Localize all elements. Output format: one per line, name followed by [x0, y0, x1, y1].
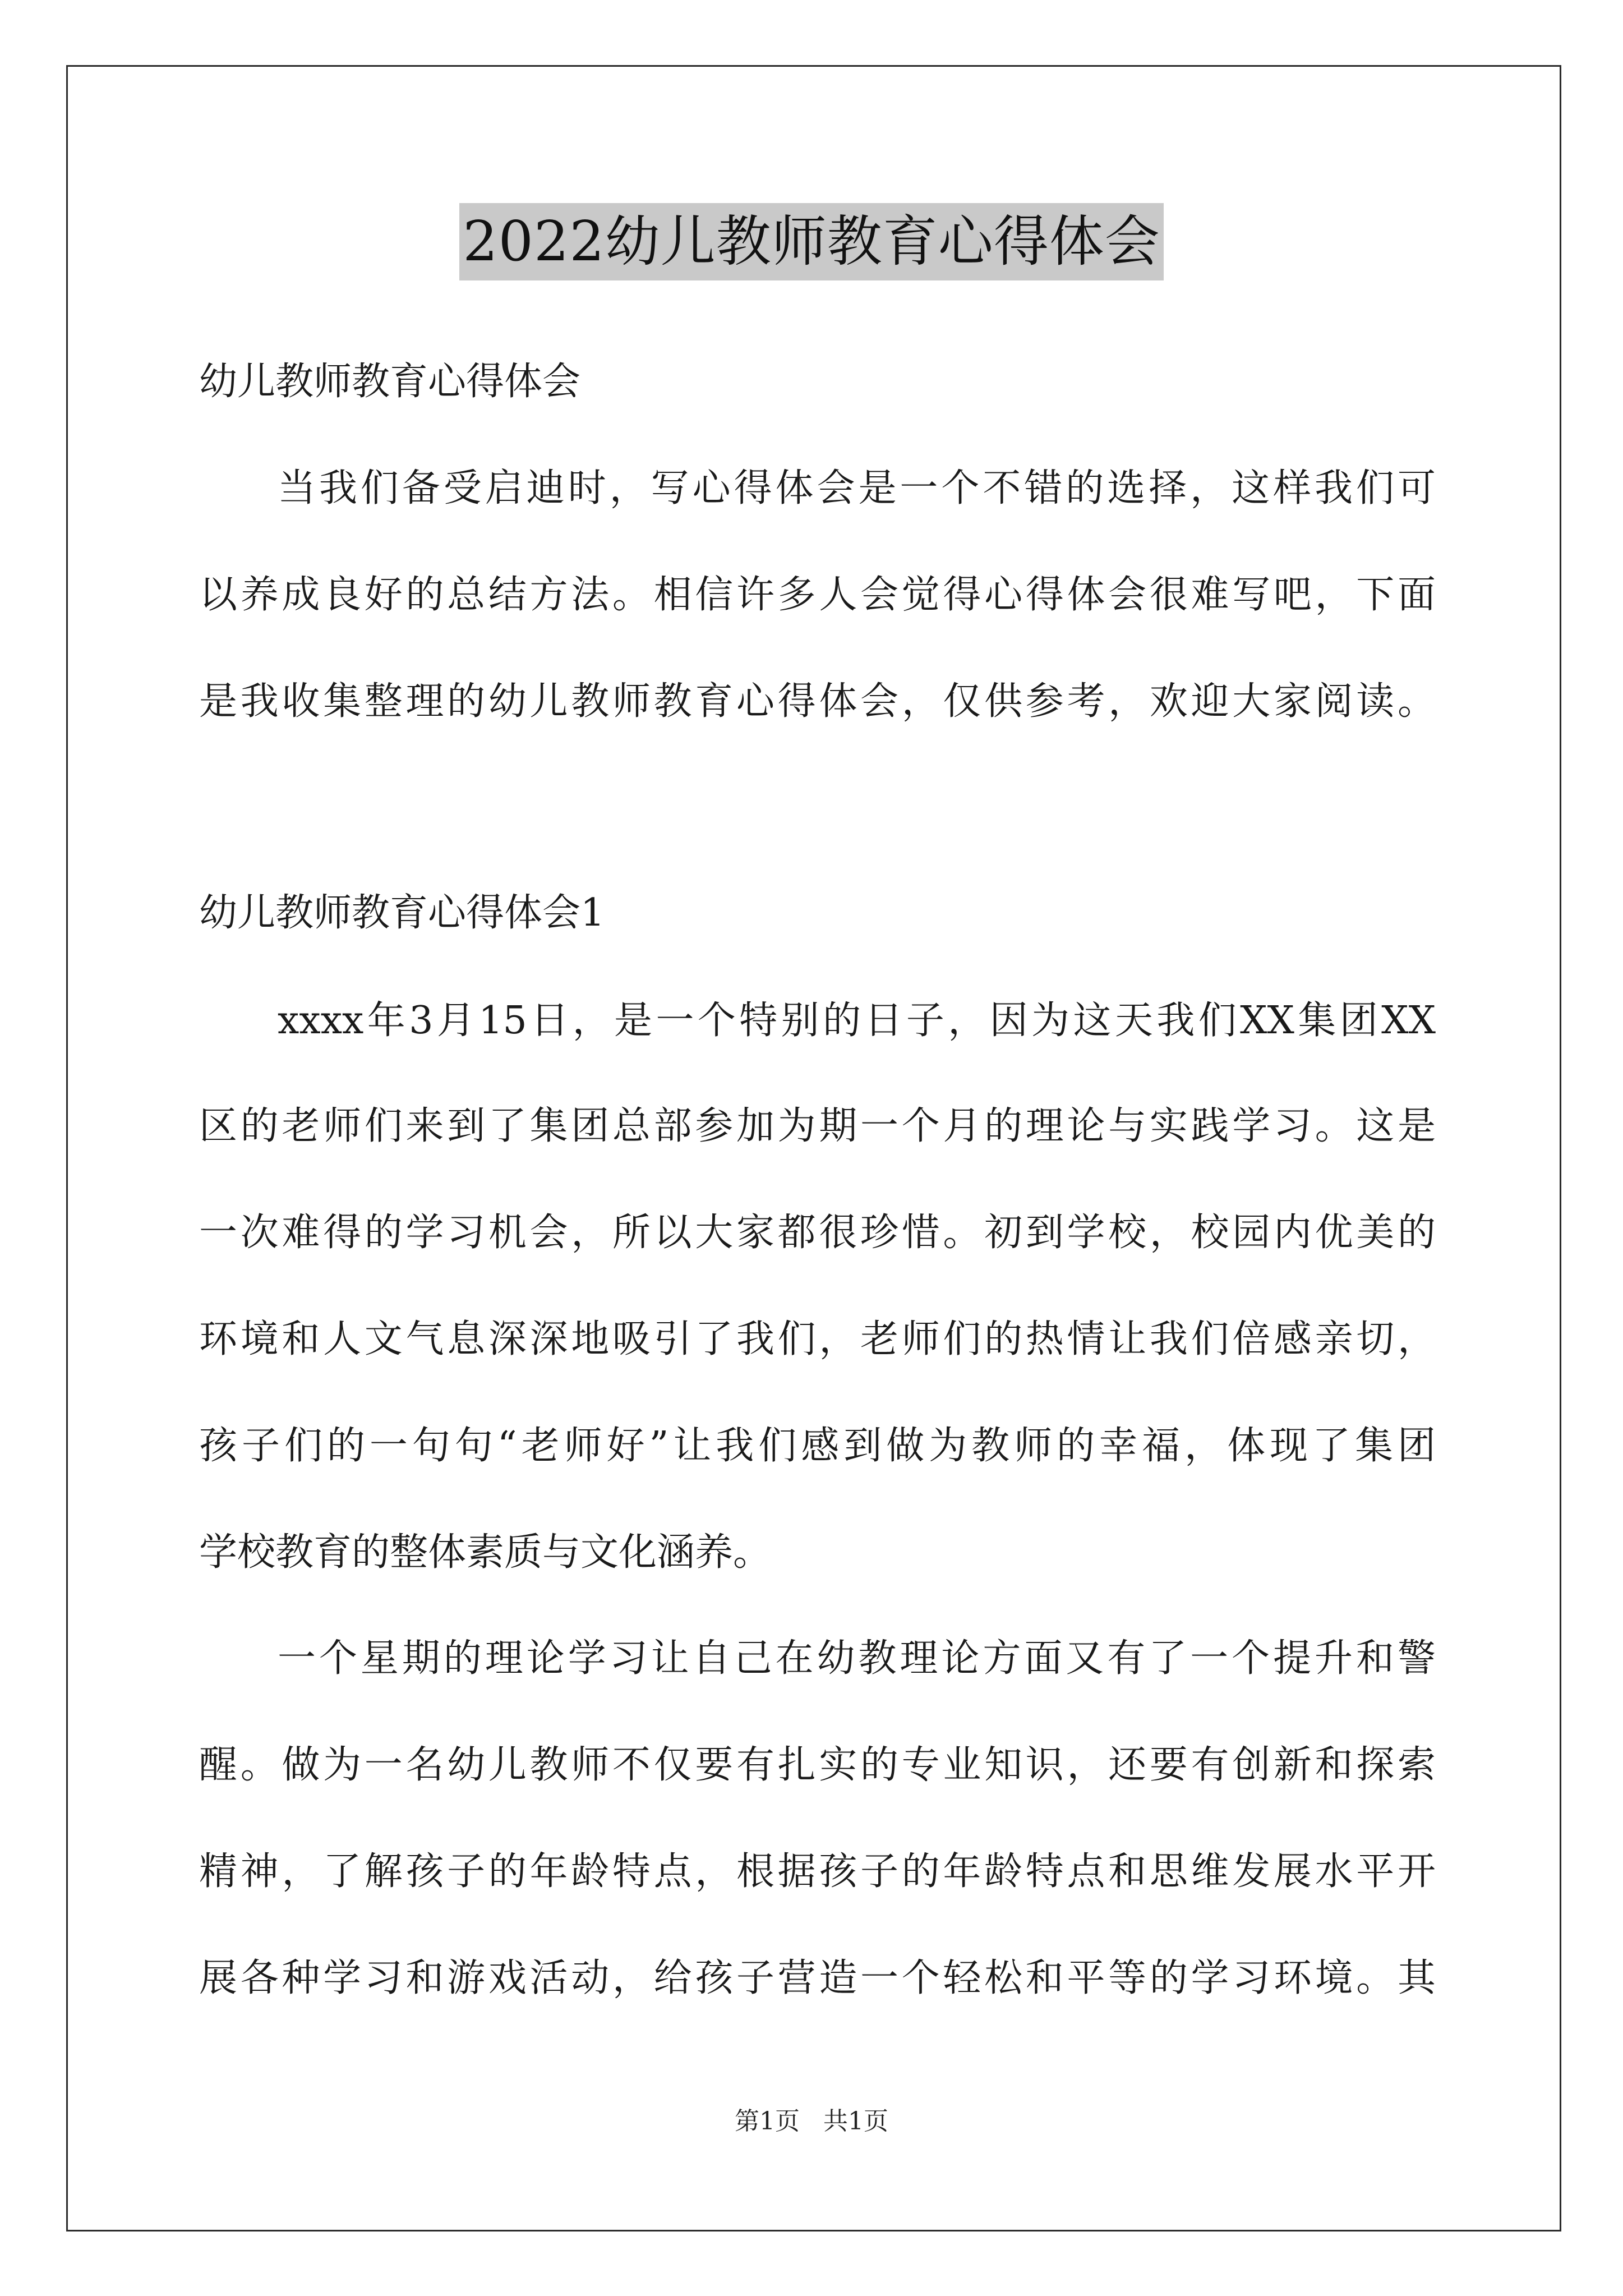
page-footer: 第1页 共1页: [735, 2107, 888, 2136]
paragraph-line: 孩子们的一句句“老师好”让我们感到做为教师的幸福，体现了集团: [199, 1424, 1436, 1468]
paragraph-line: 展各种学习和游戏活动，给孩子营造一个轻松和平等的学习环境。其: [199, 1956, 1436, 2000]
paragraph-line: 精神，了解孩子的年龄特点，根据孩子的年龄特点和思维发展水平开: [199, 1849, 1436, 1894]
paragraph-line: 醒。做为一名幼儿教师不仅要有扎实的专业知识，还要有创新和探索: [199, 1743, 1436, 1787]
paragraph-line: 一个星期的理论学习让自己在幼教理论方面又有了一个提升和警: [278, 1636, 1436, 1681]
document-subtitle: 幼儿教师教育心得体会: [199, 360, 581, 404]
paragraph-line: 一次难得的学习机会，所以大家都很珍惜。初到学校，校园内优美的: [199, 1211, 1436, 1255]
document-title: 2022幼儿教师教育心得体会: [459, 203, 1163, 280]
paragraph-line: 环境和人文气息深深地吸引了我们，老师们的热情让我们倍感亲切，: [199, 1317, 1436, 1361]
paragraph-line: xxxx年3月15日，是一个特别的日子，因为这天我们XX集团XX: [278, 999, 1436, 1043]
paragraph-line: 区的老师们来到了集团总部参加为期一个月的理论与实践学习。这是: [199, 1104, 1436, 1148]
section-heading: 幼儿教师教育心得体会1: [199, 891, 605, 935]
title-container: [0, 203, 1623, 280]
intro-line: 是我收集整理的幼儿教师教育心得体会，仅供参考，欢迎大家阅读。: [199, 679, 1436, 724]
intro-line: 当我们备受启迪时，写心得体会是一个不错的选择，这样我们可: [278, 466, 1436, 510]
intro-line: 以养成良好的总结方法。相信许多人会觉得心得体会很难写吧，下面: [199, 573, 1436, 617]
paragraph-line: 学校教育的整体素质与文化涵养。: [199, 1530, 772, 1575]
